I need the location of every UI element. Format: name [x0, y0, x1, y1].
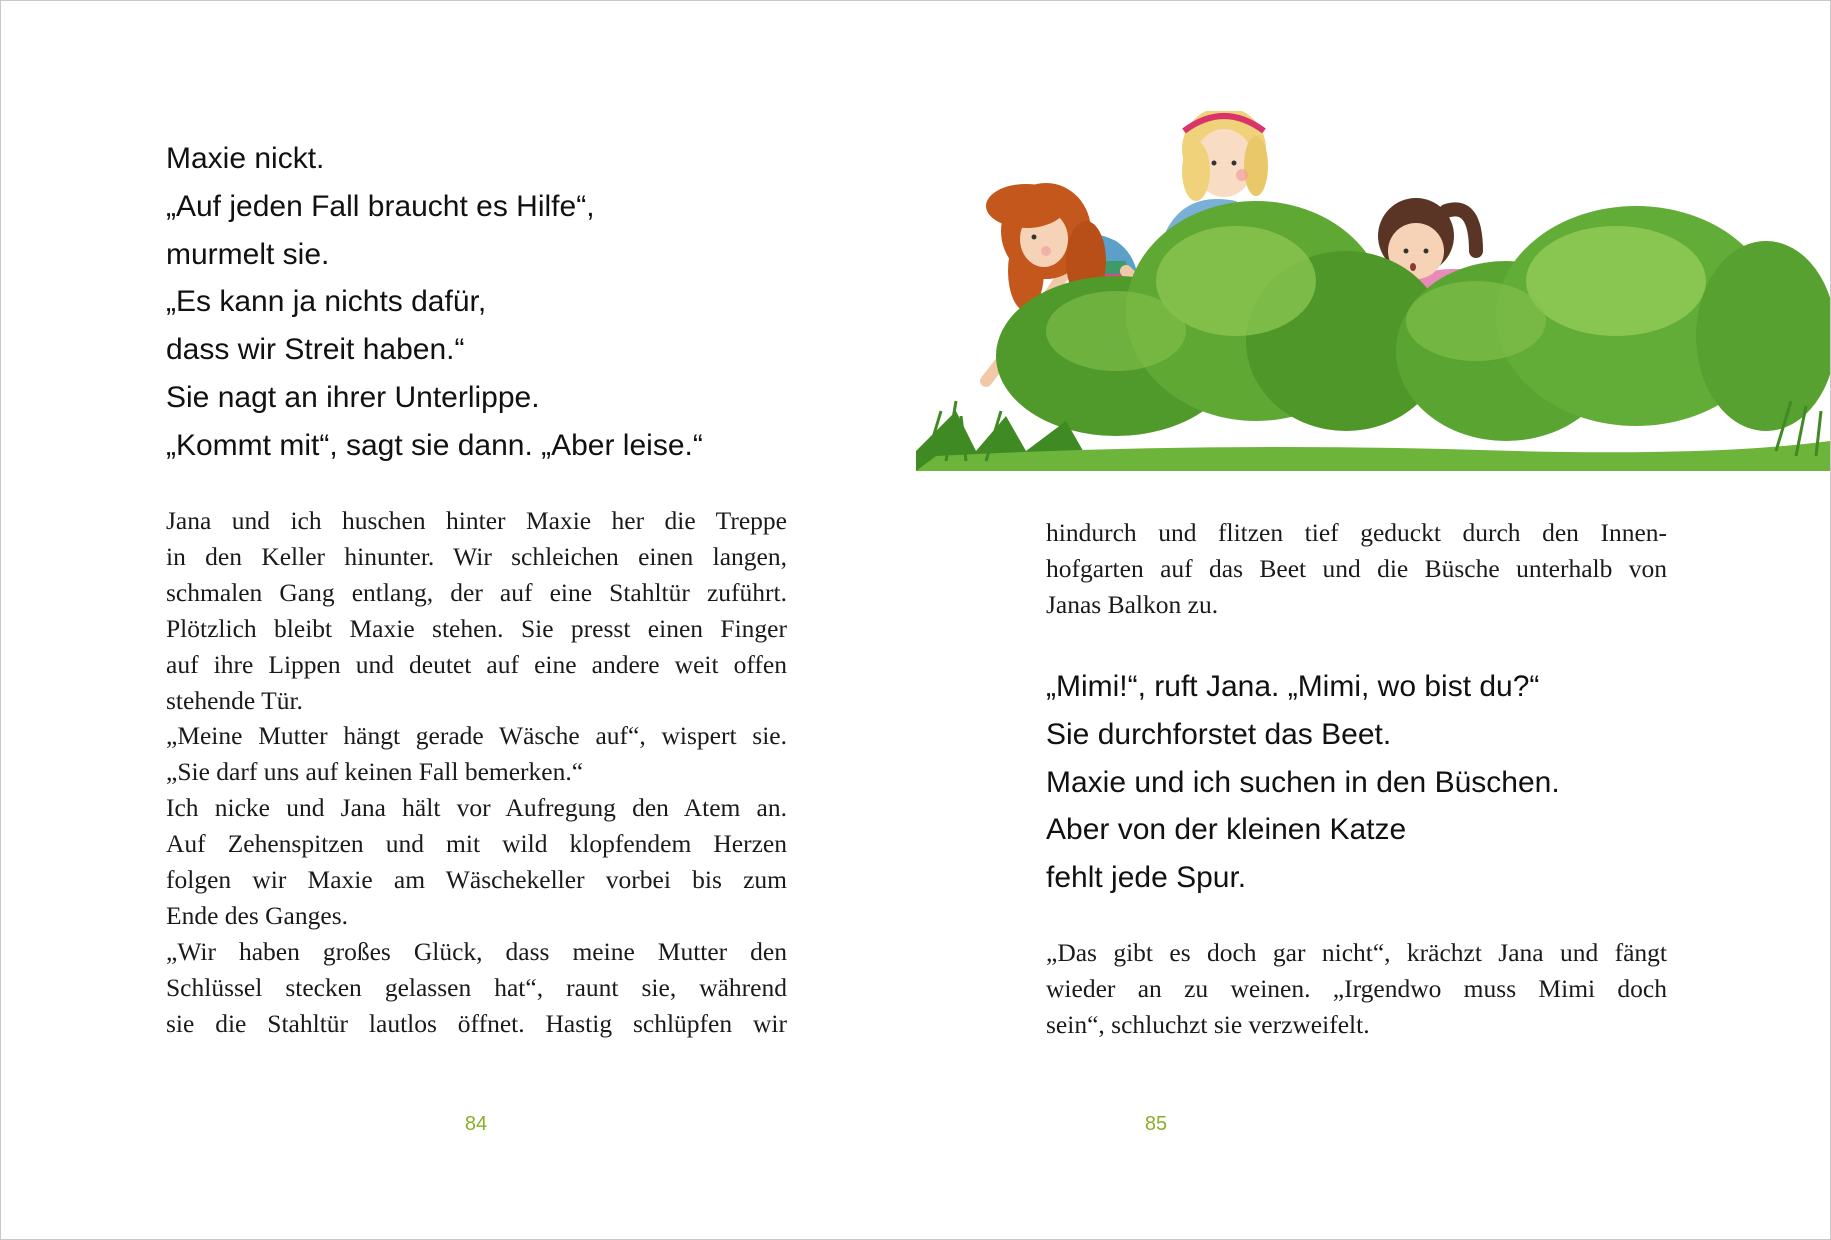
text-line: folgen wir Maxie am Wäschekeller vorbei bis zum	[166, 865, 787, 895]
text-line: in den Keller hinunter. Wir schleichen einen langen,	[166, 541, 787, 571]
text-line: sie die Stahltür lautlos öffnet. Hastig schlüpfen wir	[166, 1008, 787, 1038]
text-line: sein“, schluchzt sie verzweifelt.	[1046, 1009, 1370, 1039]
text-line: hindurch und flitzen tief geduckt durch den Innen-	[1046, 518, 1667, 547]
page-number: 84	[464, 1113, 488, 1135]
text-line: hofgarten auf das Beet und die Büsche unterhalb von	[1046, 553, 1667, 583]
text-line: „Meine Mutter hängt gerade Wäsche auf“, wispert sie.	[166, 721, 787, 751]
right-page	[916, 1, 1830, 1239]
left-page	[1, 1, 915, 1239]
text-line: Sie durchforstet das Beet.	[1046, 717, 1392, 751]
page-number: 85	[1144, 1113, 1168, 1135]
text-line: „Sie darf uns auf keinen Fall bemerken.“	[166, 757, 584, 787]
text-line: Ende des Ganges.	[166, 900, 348, 930]
text-line: auf ihre Lippen und deutet auf eine andere weit offen	[166, 649, 787, 679]
text-line: murmelt sie.	[166, 237, 330, 271]
right-body-paragraph-bottom	[1046, 935, 1667, 1043]
text-line: Auf Zehenspitzen und mit wild klopfendem Herzen	[166, 829, 787, 859]
left-body-paragraph	[166, 503, 787, 1042]
text-line: Aber von der kleinen Katze	[1046, 813, 1407, 847]
text-line: Janas Balkon zu.	[1046, 589, 1219, 619]
text-line: schmalen Gang entlang, der auf eine Stahltür zuführt.	[166, 577, 787, 607]
text-line: Jana und ich huschen hinter Maxie her die Treppe	[166, 506, 787, 535]
text-line: Plötzlich bleibt Maxie stehen. Sie presst einen Finger	[166, 613, 787, 643]
right-large-text	[1046, 663, 1560, 902]
text-line: Sie nagt an ihrer Unterlippe.	[166, 380, 540, 414]
bushes-girls-illustration	[916, 111, 1830, 471]
right-body-paragraph-top	[1046, 515, 1667, 623]
text-line: stehende Tür.	[166, 685, 303, 715]
left-large-text	[166, 135, 703, 470]
text-line: „Kommt mit“, sagt sie dann. „Aber leise.“	[166, 428, 703, 462]
text-line: dass wir Streit haben.“	[166, 333, 465, 367]
text-line: fehlt jede Spur.	[1046, 861, 1247, 895]
text-line: „Mimi!“, ruft Jana. „Mimi, wo bist du?“	[1046, 670, 1540, 703]
text-line: „Wir haben großes Glück, dass meine Mutter den	[166, 936, 787, 966]
text-line: wieder an zu weinen. „Irgendwo muss Mimi doch	[1046, 973, 1667, 1003]
text-line: Maxie nickt.	[166, 142, 325, 175]
text-line: „Das gibt es doch gar nicht“, krächzt Jana und fängt	[1046, 938, 1667, 967]
text-line: Ich nicke und Jana hält vor Aufregung den Atem an.	[166, 793, 787, 823]
text-line: Maxie und ich suchen in den Büschen.	[1046, 765, 1560, 799]
text-line: Schlüssel stecken gelassen hat“, raunt sie, während	[166, 972, 787, 1002]
text-line: „Auf jeden Fall braucht es Hilfe“,	[166, 189, 595, 223]
text-line: „Es kann ja nichts dafür,	[166, 285, 487, 319]
